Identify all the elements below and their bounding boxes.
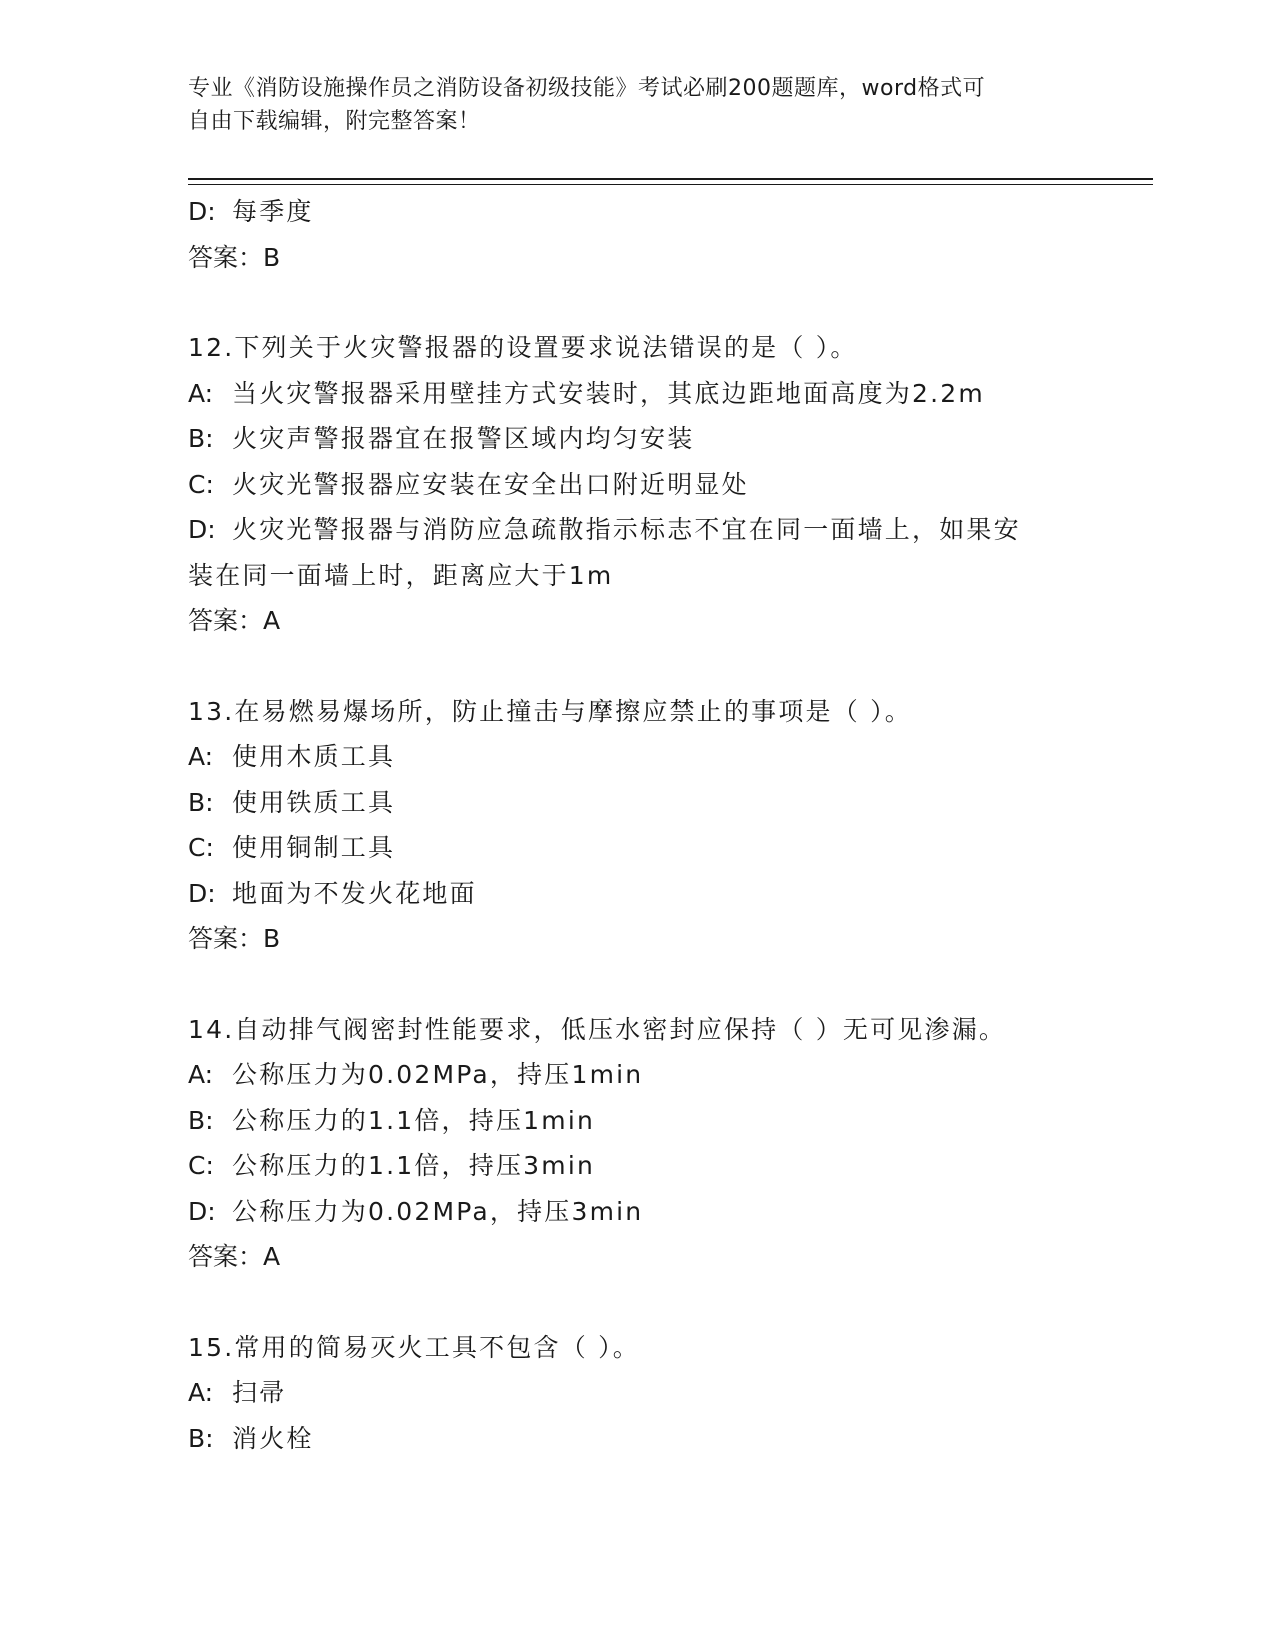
option-d-prev: D: 每季度 (188, 197, 314, 226)
header-rule-thin (188, 184, 1153, 185)
question-list (188, 189, 1153, 1461)
q14-option-c: C: 公称压力的1.1倍，持压3min (188, 1151, 596, 1180)
q13-option-a: A: 使用木质工具 (188, 742, 396, 771)
answer-prev: 答案：B (188, 242, 281, 272)
q14-answer: 答案：A (188, 1242, 281, 1271)
q13-answer: 答案：B (188, 924, 281, 953)
q12-option-c: C: 火灾光警报器应安装在安全出口附近明显处 (188, 469, 749, 499)
q12-option-a: A: 当火灾警报器采用壁挂方式安装时，其底边距地面高度为2.2m (188, 378, 985, 408)
question-14-stem: 14.自动排气阀密封性能要求，低压水密封应保持（ ）无可见渗漏。 (188, 1014, 1007, 1044)
q12-option-b: B: 火灾声警报器宜在报警区域内均匀安装 (188, 424, 695, 453)
q12-option-d-continued: 装在同一面墙上时，距离应大于1m (188, 560, 614, 590)
q15-option-b: B: 消火栓 (188, 1423, 314, 1453)
header-line-2: 自由下载编辑，附完整答案！ (188, 109, 481, 134)
q14-option-b: B: 公称压力的1.1倍，持压1min (188, 1105, 596, 1135)
document-header (188, 72, 1068, 138)
q15-option-a: A: 扫帚 (188, 1378, 287, 1407)
q12-answer: 答案：A (188, 606, 281, 635)
q13-option-c: C: 使用铜制工具 (188, 833, 396, 862)
question-13-stem: 13.在易燃易爆场所，防止撞击与摩擦应禁止的事项是（ ）。 (188, 696, 913, 726)
q13-option-b: B: 使用铁质工具 (188, 787, 396, 817)
q13-option-d: D: 地面为不发火花地面 (188, 878, 477, 908)
header-rule-thick (188, 178, 1153, 180)
q14-option-a: A: 公称压力为0.02MPa，持压1min (188, 1060, 644, 1089)
q14-option-d: D: 公称压力为0.02MPa，持压3min (188, 1196, 644, 1226)
question-12-stem: 12.下列关于火灾警报器的设置要求说法错误的是（ ）。 (188, 333, 858, 362)
header-line-1: 专业《消防设施操作员之消防设备初级技能》考试必刷200题题库，word格式可 (188, 76, 986, 101)
question-15-stem: 15.常用的简易灭火工具不包含（ ）。 (188, 1332, 641, 1362)
q12-option-d: D: 火灾光警报器与消防应急疏散指示标志不宜在同一面墙上，如果安 (188, 515, 1021, 544)
